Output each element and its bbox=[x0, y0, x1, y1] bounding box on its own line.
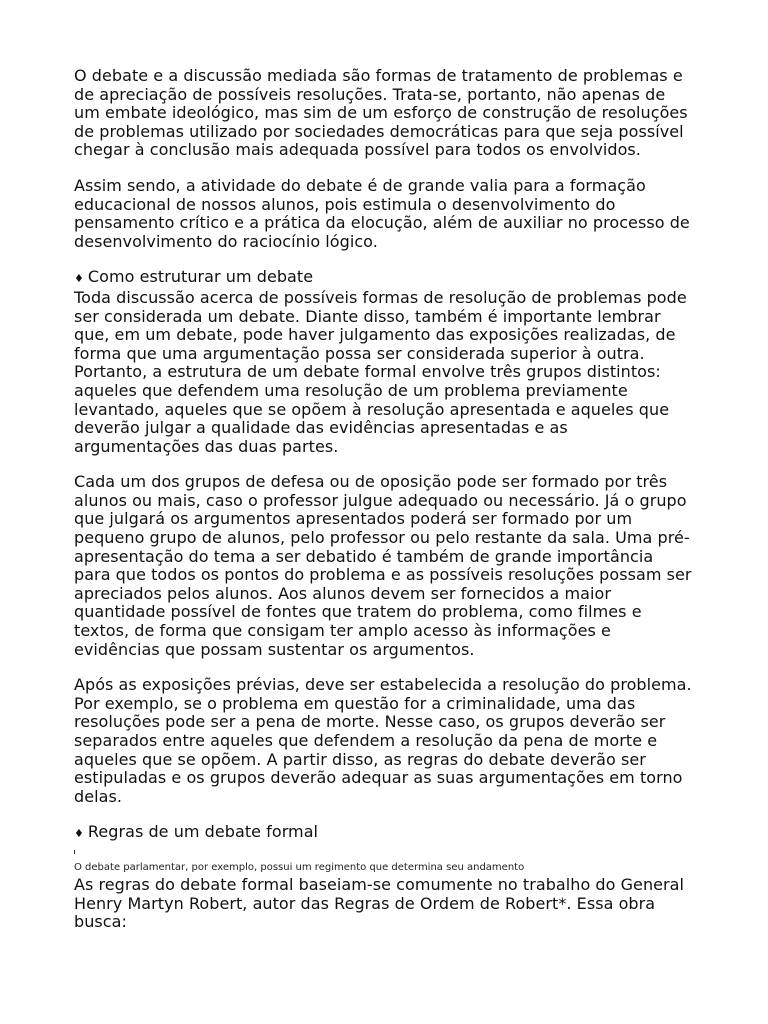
paragraph-resolution: Após as exposições prévias, deve ser estabelecida a resolução do problema. Por exemplo, se o problema em questão for a criminalidade, uma das resoluções pode ser a pena de morte. Nesse caso, os grupos deverão ser separados entre aqueles que defendem a resolução da pena de morte e aqueles que se opõem. A partir disso, as regras do debate deverão ser estipuladas e os grupos deverão adequar as suas argumentações em torno delas. bbox=[74, 675, 692, 806]
paragraph-intro: O debate e a discussão mediada são formas de tratamento de problemas e de apreciação de possíveis resoluções. Trata-se, portanto, não apenas de um embate ideológico, mas sim de um esforço de construção de resoluções de problemas utilizado por sociedades democráticas para que seja possível chegar à conclusão mais adequada possível para todos os envolvidos. bbox=[74, 66, 688, 160]
image-placeholder-mark bbox=[74, 850, 75, 854]
document-body bbox=[74, 67, 694, 932]
section-heading-structure bbox=[74, 268, 694, 289]
paragraph-importance: Assim sendo, a atividade do debate é de grande valia para a formação educacional de nossos alunos, pois estimula o desenvolvimento do pensamento crítico e a prática da elocução, além de auxiliar no processo de desenvolvimento do raciocínio lógico. bbox=[74, 175, 690, 251]
paragraph-structure: Toda discussão acerca de possíveis formas de resolução de problemas pode ser considerada um debate. Diante disso, também é importante lembrar que, em um debate, pode haver julgamento das exposições realizadas, de forma que uma argumentação possa ser considerada superior à outra. Portanto, a estrutura de um debate formal envolve três grupos distintos: aqueles que defendem uma resolução de um problema previamente levantado, aqueles que se opõem à resolução apresentada e aqueles que deverão julgar a qualidade das evidências apresentadas e as argumentações das duas partes. bbox=[74, 287, 687, 456]
section-heading-rules bbox=[74, 823, 694, 844]
image-caption: O debate parlamentar, por exemplo, possui um regimento que determina seu andamento bbox=[74, 861, 525, 873]
paragraph-groups: Cada um dos grupos de defesa ou de oposição pode ser formado por três alunos ou mais, caso o professor julgue adequado ou necessário. Já o grupo que julgará os argumentos apresentados poderá ser formado por um pequeno grupo de alunos, pelo professor ou pelo restante da sala. Uma pré-apresentação do tema a ser debatido é também de grande importância para que todos os pontos do problema e as possíveis resoluções possam ser apreciados pelos alunos. Aos alunos devem ser fornecidos a maior quantidade possível de fontes que tratem do problema, como filmes e textos, de forma que consigam ter amplo acesso às informações e evidências que possam sustentar os argumentos. bbox=[74, 472, 692, 659]
diamond-bullet-icon: ♦ bbox=[74, 827, 84, 841]
section-heading-rules-text: Regras de um debate formal bbox=[87, 822, 319, 842]
section-heading-structure-text: Como estruturar um debate bbox=[87, 267, 314, 287]
diamond-bullet-icon: ♦ bbox=[74, 272, 84, 286]
paragraph-robert-rules: As regras do debate formal baseiam-se comumente no trabalho do General Henry Martyn Robert, autor das Regras de Ordem de Robert*. Essa obra busca: bbox=[74, 874, 685, 932]
